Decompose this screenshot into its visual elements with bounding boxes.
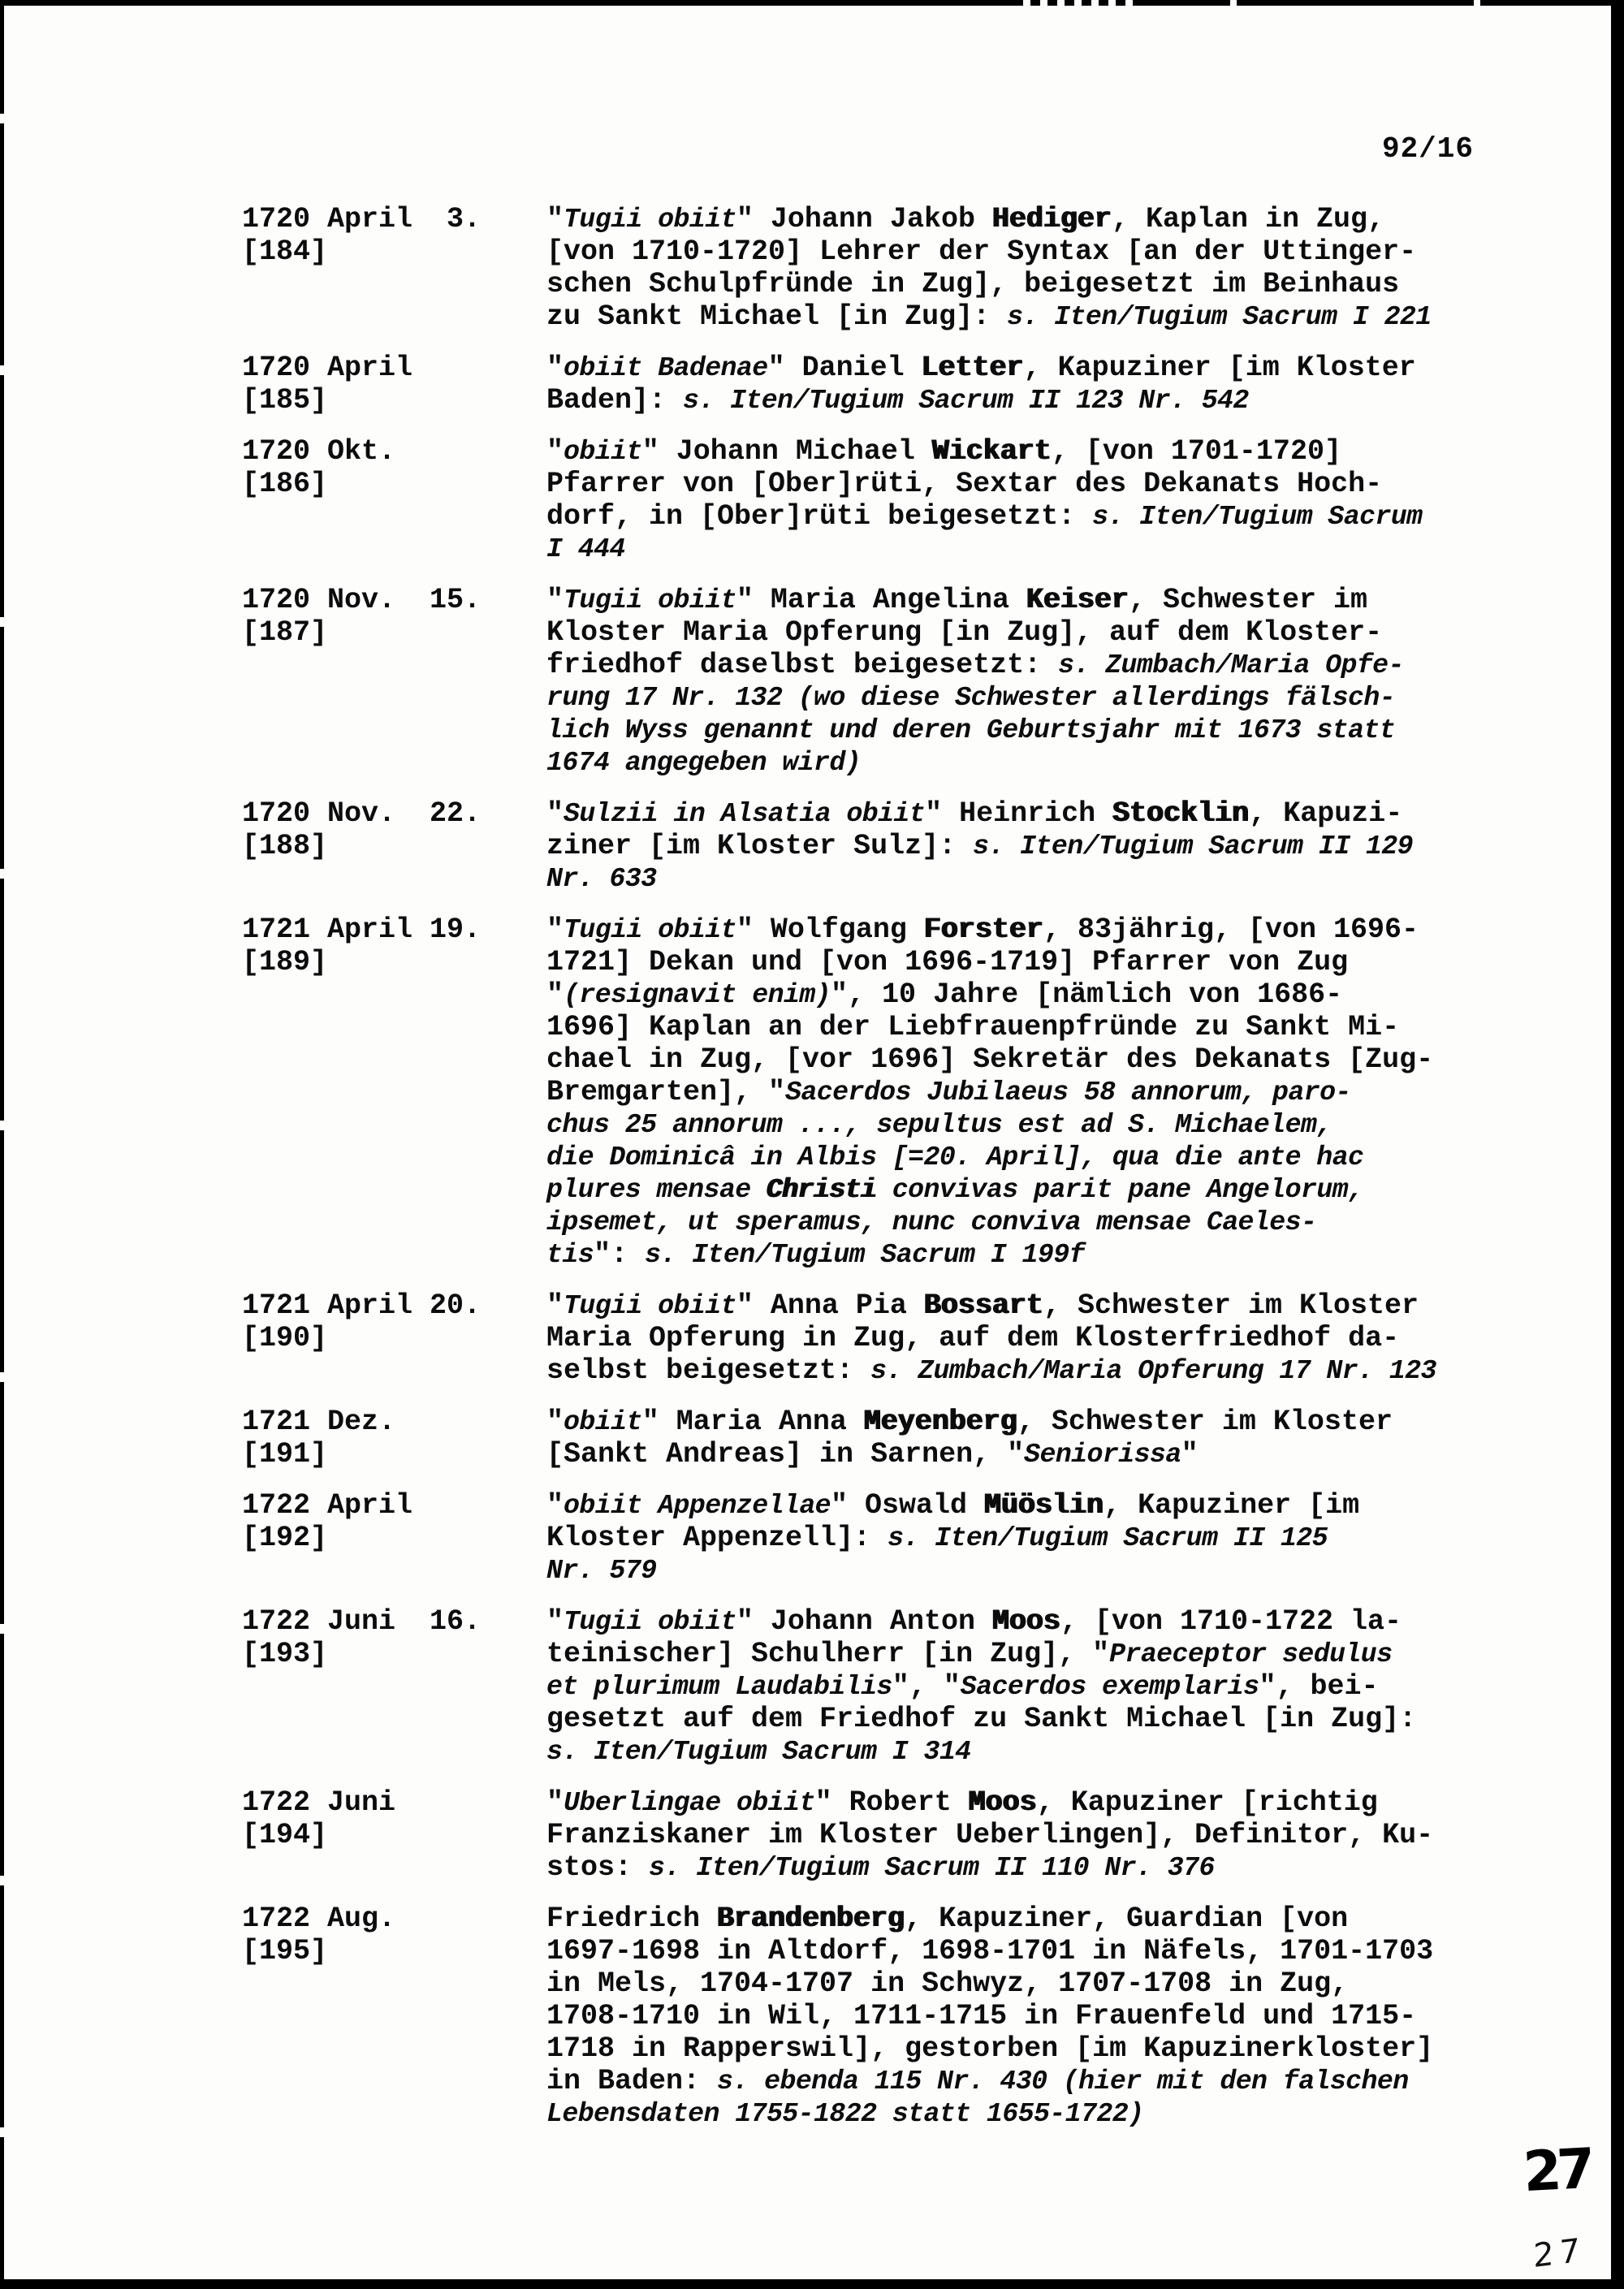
register-entry [0,1902,1624,2130]
register-entry [0,435,1624,565]
entry-text-line: Pfarrer von [Ober]rüti, Sextar des Dekanats Hoch- [546,468,1383,500]
entry-text [546,1902,1553,2130]
scan-border-top-gap [1230,0,1237,6]
entry-text-line: 1708-1710 in Wil, 1711-1715 in Frauenfeld und 1715- [546,2000,1417,2032]
entry-date: 1722 Aug. [242,1902,396,1935]
entry-text-line: "Uberlingae obiit" Robert Moos, Kapuziner [richtig [546,1786,1378,1819]
register-entry [0,1489,1624,1587]
entry-text-line: Nr. 633 [546,863,657,894]
entry-date-column [242,1289,481,1354]
entry-ref-number: [184] [242,235,328,268]
entry-text-line: "obiit Appenzellae" Oswald Müöslin, Kapuziner [im [546,1489,1360,1522]
entry-text-line: 1721] Dekan und [von 1696-1719] Pfarrer von Zug [546,946,1349,978]
entry-text [546,1406,1553,1471]
entry-date: 1720 Nov. 22. [242,797,482,830]
entry-text-line: [von 1710-1720] Lehrer der Syntax [an der Uttinger- [546,235,1417,268]
entry-text-line: "Tugii obiit" Maria Angelina Keiser, Schwester im [546,584,1368,616]
entry-ref-number: [187] [242,616,328,649]
entries-list [0,203,1624,2149]
entry-ref-number: [188] [242,830,328,862]
entry-text-line: s. Iten/Tugium Sacrum I 314 [546,1736,971,1767]
entry-text-line: "Tugii obiit" Anna Pia Bossart, Schwester im Kloster [546,1289,1419,1322]
entry-date-column [242,584,481,649]
entry-text-line: [Sankt Andreas] in Sarnen, "Seniorissa" [546,1438,1199,1471]
entry-text-line: chael in Zug, [vor 1696] Sekretär des Dekanats [Zug- [546,1043,1434,1076]
entry-text-line: in Baden: s. ebenda 115 Nr. 430 (hier mit den falschen [546,2065,1409,2097]
entry-text [546,1489,1553,1587]
entry-text [546,435,1553,565]
entry-text-line: teinischer] Schulherr [in Zug], "Praeceptor sedulus [546,1638,1393,1670]
entry-text-line: 1674 angegeben wird) [546,747,862,778]
entry-text-line: Kloster Appenzell]: s. Iten/Tugium Sacrum II 125 [546,1522,1328,1554]
entry-date: 1722 Juni [242,1786,396,1819]
entry-text [546,203,1553,333]
entry-date-column [242,1605,481,1670]
entry-text-line: gesetzt auf dem Friedhof zu Sankt Michael [in Zug]: [546,1703,1417,1735]
entry-text-line: Nr. 579 [546,1555,657,1586]
entry-text [546,1605,1553,1768]
entry-text-line: stos: s. Iten/Tugium Sacrum II 110 Nr. 376 [546,1851,1215,1884]
entry-text-line: Baden]: s. Iten/Tugium Sacrum II 123 Nr. 542 [546,384,1249,417]
scan-border-bottom [0,2279,1624,2289]
entry-text-line: Maria Opferung in Zug, auf dem Klosterfriedhof da- [546,1322,1400,1354]
entry-ref-number: [185] [242,384,328,417]
entry-date-column [242,797,481,862]
entry-text [546,352,1553,417]
entry-ref-number: [190] [242,1322,328,1354]
entry-text-line: "obiit" Maria Anna Meyenberg, Schwester im Kloster [546,1406,1393,1438]
entry-text-line: in Mels, 1704-1707 in Schwyz, 1707-1708 in Zug, [546,1967,1349,2000]
entry-text [546,1289,1553,1387]
entry-text-line: Friedrich Brandenberg, Kapuziner, Guardian [von [546,1902,1349,1935]
entry-text [546,913,1553,1271]
entry-text-line: "Sulzii in Alsatia obiit" Heinrich Stocklin, Kapuzi- [546,797,1403,830]
entry-ref-number: [186] [242,468,328,500]
entry-date: 1720 Nov. 15. [242,584,482,616]
entry-text-line: Bremgarten], "Sacerdos Jubilaeus 58 annorum, paro- [546,1076,1351,1108]
entry-text [546,584,1553,779]
register-entry [0,352,1624,417]
entry-text-line: ziner [im Kloster Sulz]: s. Iten/Tugium Sacrum II 129 [546,830,1413,862]
entry-ref-number: [191] [242,1438,328,1471]
entry-date-column [242,203,481,268]
entry-text-line: "Tugii obiit" Wolfgang Forster, 83jährig, [von 1696- [546,913,1419,946]
entry-ref-number: [193] [242,1638,328,1670]
handwritten-mark-large: 27 [1521,2136,1592,2205]
entry-text-line: friedhof daselbst beigesetzt: s. Zumbach/Maria Opfe- [546,649,1404,681]
entry-text-line: I 444 [546,533,625,564]
entry-text-line: dorf, in [Ober]rüti beigesetzt: s. Iten/Tugium Sacrum [546,500,1423,533]
entry-text-line: Kloster Maria Opferung [in Zug], auf dem Kloster- [546,616,1383,649]
register-entry [0,1406,1624,1471]
entry-text-line: die Dominicâ in Albis [=20. April], qua die ante hac [546,1142,1364,1173]
scan-border-top [0,0,1624,6]
entry-ref-number: [195] [242,1935,328,1967]
entry-text-line: Franziskaner im Kloster Ueberlingen], Definitor, Ku- [546,1819,1434,1851]
entry-date-column [242,913,481,978]
entry-text-line: zu Sankt Michael [in Zug]: s. Iten/Tugium Sacrum I 221 [546,300,1432,333]
entry-date-column [242,1406,395,1471]
entry-date: 1720 Okt. [242,435,396,468]
entry-date-column [242,1489,412,1554]
register-entry [0,203,1624,333]
register-entry [0,797,1624,895]
register-entry [0,1605,1624,1768]
entry-ref-number: [194] [242,1819,328,1851]
entry-ref-number: [192] [242,1522,328,1554]
entry-text-line: tis": s. Iten/Tugium Sacrum I 199f [546,1238,1085,1271]
entry-date: 1720 April 3. [242,203,482,235]
entry-text [546,1786,1553,1884]
entry-date: 1722 April [242,1489,413,1522]
scan-border-top-gap [1474,0,1480,6]
entry-text-line: "(resignavit enim)", 10 Jahre [nämlich von 1686- [546,978,1343,1011]
register-entry [0,1786,1624,1884]
entry-date-column [242,1786,395,1851]
entry-text-line: chus 25 annorum ..., sepultus est ad S. Michaelem, [546,1109,1332,1140]
entry-date: 1721 April 19. [242,913,482,946]
entry-text-line: 1696] Kaplan an der Liebfrauenpfründe zu Sankt Mi- [546,1011,1400,1043]
entry-date: 1721 April 20. [242,1289,482,1322]
scan-border-top-dashes [1023,0,1137,6]
entry-date-column [242,1902,395,1967]
entry-text-line: rung 17 Nr. 132 (wo diese Schwester allerdings fälsch- [546,682,1396,713]
entry-date: 1720 April [242,352,413,384]
entry-text-line: "Tugii obiit" Johann Jakob Hediger, Kaplan in Zug, [546,203,1385,235]
entry-date: 1722 Juni 16. [242,1605,482,1638]
entry-date-column [242,435,395,500]
entry-text-line: 1718 in Rapperswil], gestorben [im Kapuzinerkloster] [546,2032,1434,2065]
entry-text [546,797,1553,895]
entry-date-column [242,352,412,417]
entry-text-line: "obiit Badenae" Daniel Letter, Kapuziner [im Kloster [546,352,1416,384]
entry-text-line: "Tugii obiit" Johann Anton Moos, [von 1710-1722 la- [546,1605,1402,1638]
entry-text-line: Lebensdaten 1755-1822 statt 1655-1722) [546,2098,1144,2129]
handwritten-mark-small: 27 [1532,2231,1587,2276]
entry-text-line: lich Wyss genannt und deren Geburtsjahr mit 1673 statt [546,715,1396,745]
register-entry [0,1289,1624,1387]
entry-text-line: selbst beigesetzt: s. Zumbach/Maria Opferung 17 Nr. 123 [546,1354,1436,1387]
page-number: 92/16 [1381,132,1474,166]
entry-text-line: plures mensae Christi convivas parit pane Angelorum, [546,1174,1364,1205]
entry-text-line: et plurimum Laudabilis", "Sacerdos exemplaris", bei- [546,1670,1379,1703]
entry-text-line: "obiit" Johann Michael Wickart, [von 1701-1720] [546,435,1341,468]
entry-text-line: ipsemet, ut speramus, nunc conviva mensae Caeles- [546,1207,1317,1237]
entry-text-line: 1697-1698 in Altdorf, 1698-1701 in Näfels, 1701-1703 [546,1935,1434,1967]
register-entry [0,913,1624,1271]
entry-text-line: schen Schulpfründe in Zug], beigesetzt im Beinhaus [546,268,1400,300]
entry-date: 1721 Dez. [242,1406,396,1438]
entry-ref-number: [189] [242,946,328,978]
register-entry [0,584,1624,779]
